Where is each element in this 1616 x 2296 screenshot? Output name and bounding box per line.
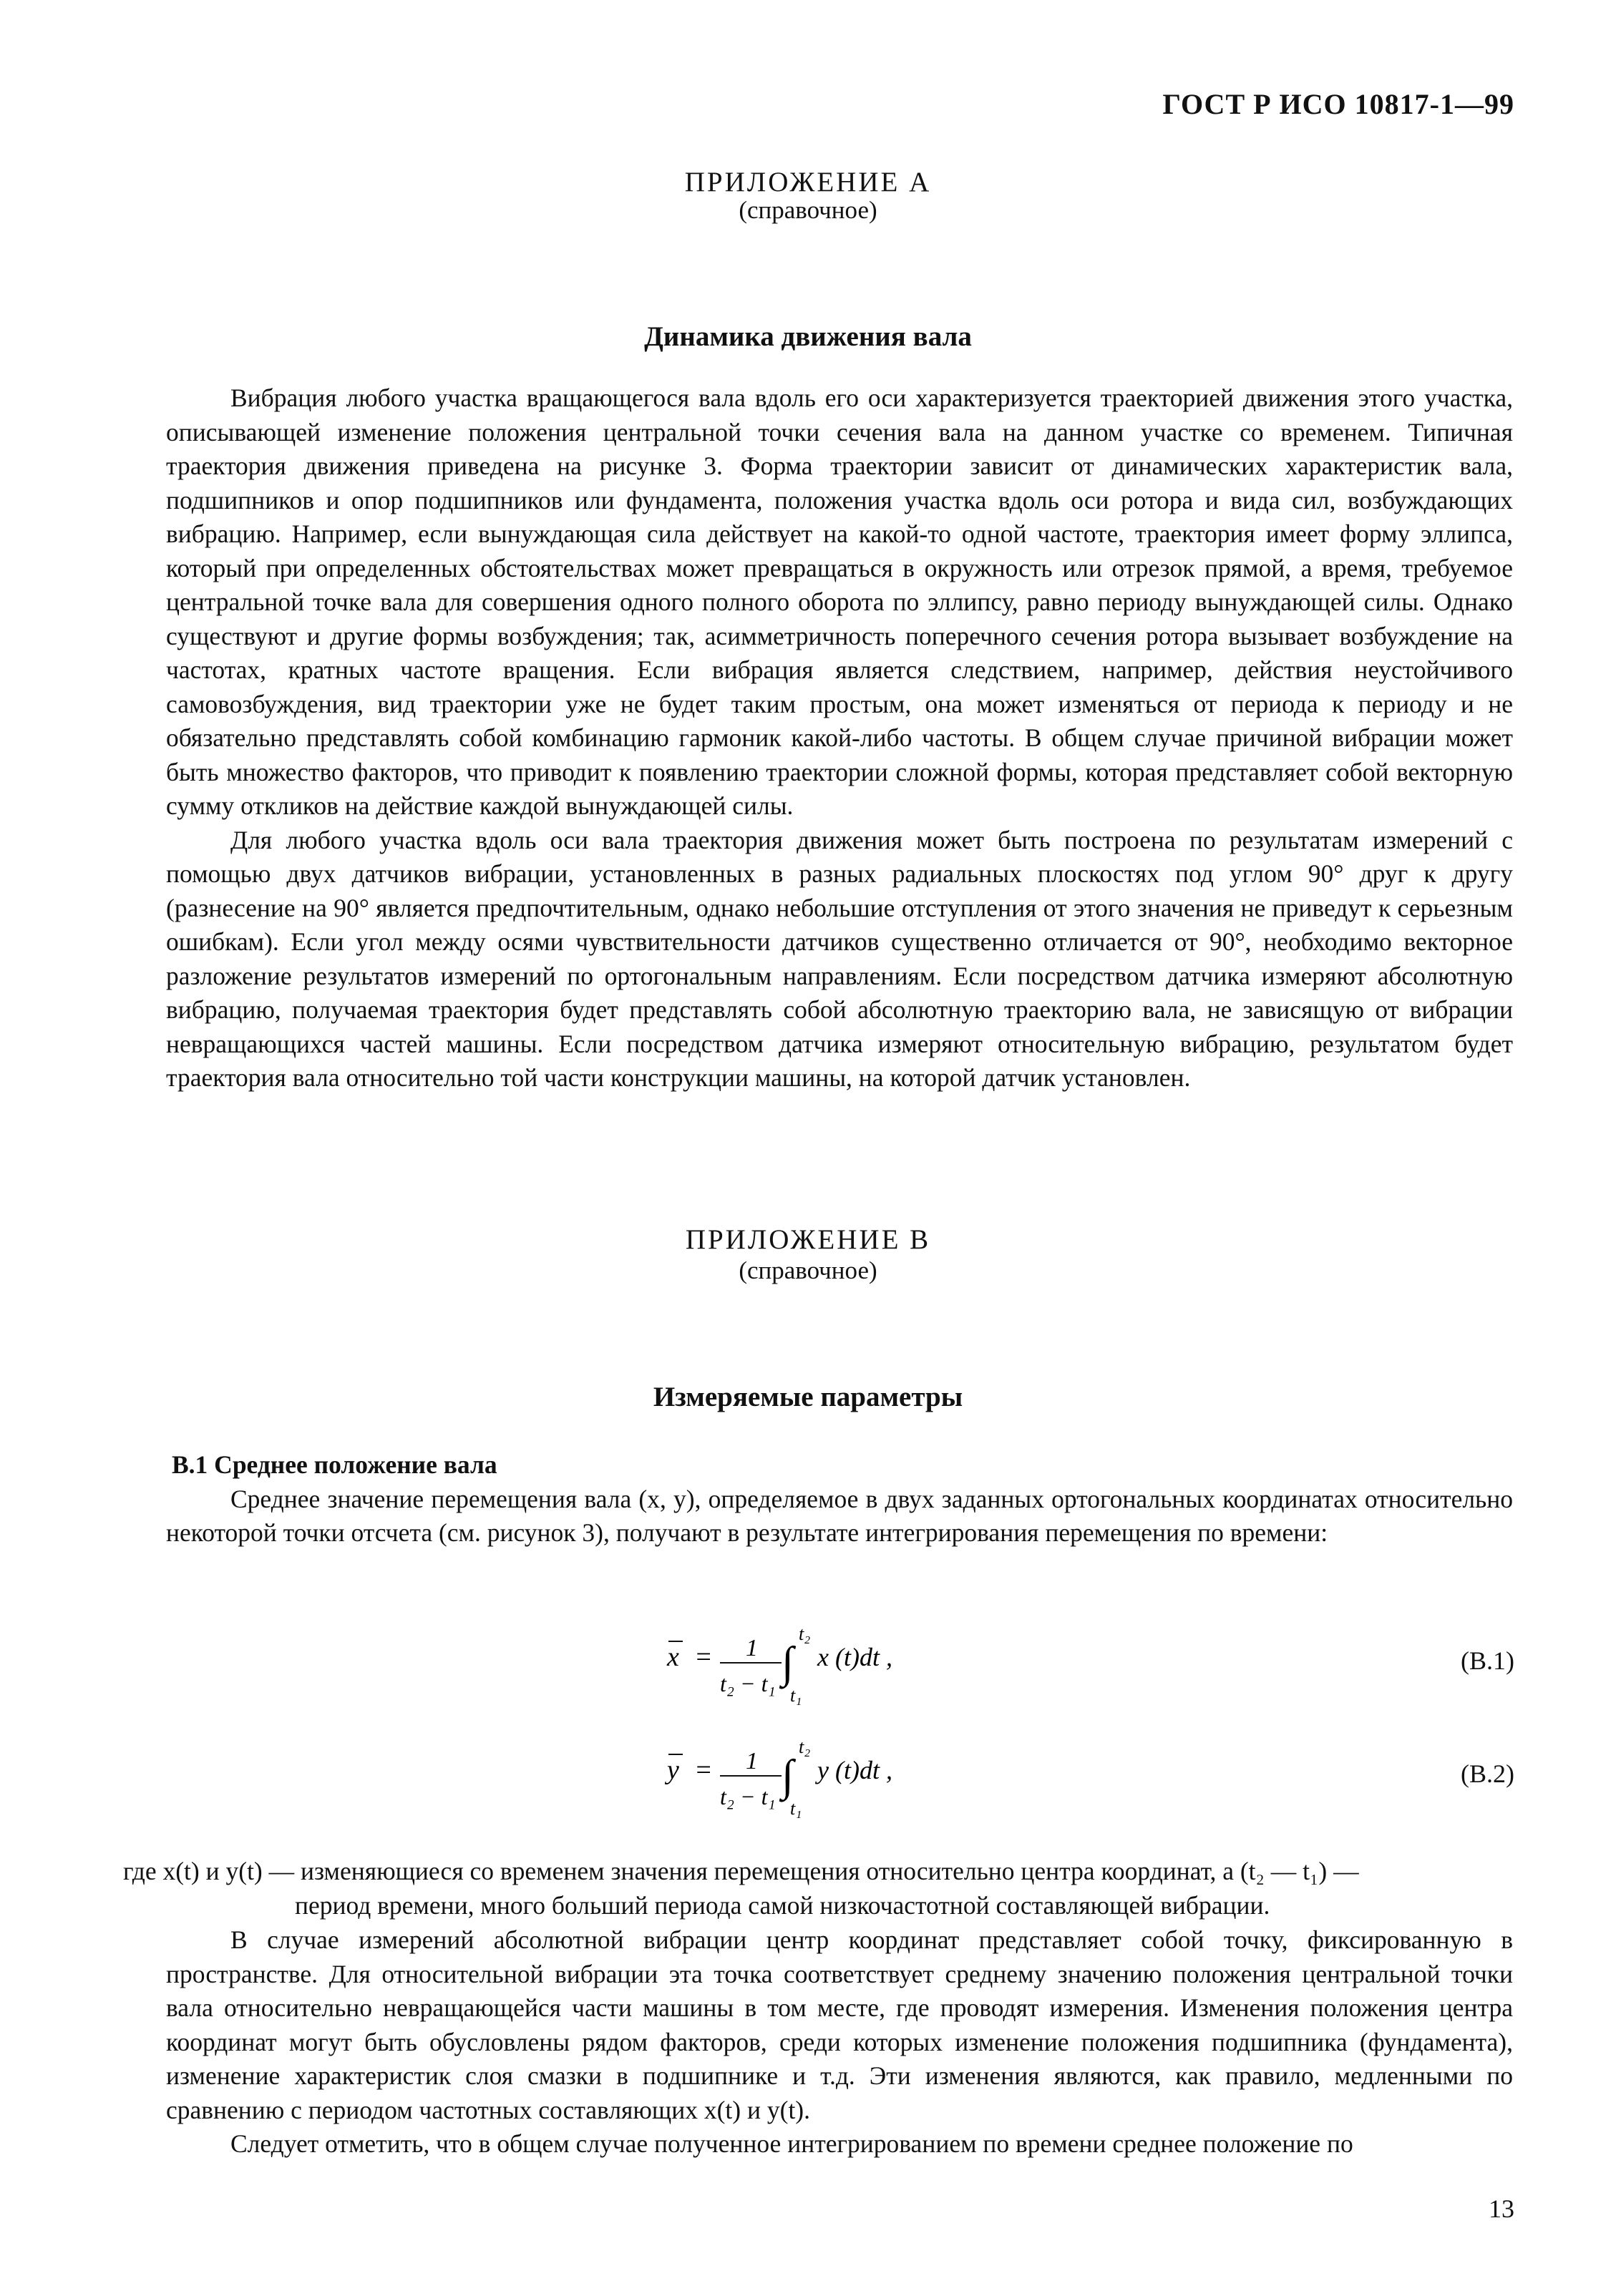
formula-b1-denominator: t₂ − t₁ — [720, 1671, 776, 1696]
appendix-b-label: ПРИЛОЖЕНИЕ В — [685, 1224, 931, 1255]
appendix-a-paragraph-2: Для любого участка вдоль оси вала траектория движения может быть построена по результатам измерений с помощью двух датчиков вибрации, установленных в разных радиальных плоскостях под углом 90° друг к другу (разнесение на 90° является предпочтительным, однако небольшие отступления от этого значения не приведут к серьезным ошибкам). Если угол между осями чувствительности датчиков существенно отличается от 90°, необходимо векторное разложение результатов измерений по ортогональным направлениям. Если посредством датчика измеряют абсолютную вибрацию, получаемая траектория будет представлять собой абсолютную траекторию вала, не зависящую от вибрации невращающихся частей машины. Если посредством датчика измеряют относительную вибрацию, результатом будет траектория вала относительно той части конструкции машины, на которой датчик установлен. — [166, 825, 1513, 1092]
appendix-a-paragraph-1: Вибрация любого участка вращающегося вала вдоль его оси характеризуется траекторией движения этого участка, описывающей изменение положения центральной точки сечения вала на данном участке со временем. Типичная траектория движения приведена на рисунке 3. Форма траектории зависит от динамических характеристик вала, подшипников и опор подшипников или фундамента, положения участка вдоль оси ротора и вида сил, возбуждающих вибрацию. Например, если вынуждающая сила действует на какой-то одной частоте, траектория имеет форму эллипса, который при определенных обстоятельствах может превращаться в окружность или отрезок прямой, а время, требуемое центральной точке вала для совершения одного полного оборота по эллипсу, равно периоду вынуждающей силы. Однако существуют и другие формы возбуждения; так, асимметричность поперечного сечения ротора вызывает возбуждение на частотах, кратных частоте вращения. Если вибрация является следствием, например, действия неустойчивого самовозбуждения, вид траектории уже не будет таким простым, она может изменяться от периода к периоду и не обязательно представлять собой комбинацию гармоник какой-либо частоты. В общем случае причиной вибрации может быть множество факторов, что приводит к появлению траектории сложной формы, которая представляет собой векторную сумму откликов на действие каждой вынуждающей силы. — [166, 384, 1513, 820]
formula-b2-lower-limit: t₁ — [790, 1798, 802, 1819]
formula-b1-number: (В.1) — [1461, 1646, 1514, 1675]
formula-b1-expression — [658, 1617, 1016, 1710]
formula-b2-expression — [658, 1730, 1016, 1823]
formula-b1-lower-limit: t₁ — [790, 1685, 802, 1706]
formula-b1-lhs: x — [667, 1642, 679, 1672]
formula-legend-line-1: где x(t) и y(t) — изменяющиеся со временем значения перемещения относительно центра координат, а (t₂ — t₁) — — [123, 1857, 1359, 1885]
appendix-b-paragraph-3: Следует отметить, что в общем случае полученное интегрированием по времени среднее положение по — [230, 2129, 1353, 2158]
formula-legend-line-2: период времени, много больший периода самой низкочастотной составляющей вибрации. — [295, 1890, 1270, 1920]
formula-b2 — [0, 1730, 1616, 1823]
subsection-b1-heading: В.1 Среднее положение вала — [172, 1450, 497, 1479]
svg-text:∫: ∫ — [782, 1638, 794, 1687]
formula-b2-numerator: 1 — [746, 1748, 758, 1774]
appendix-a-body — [166, 381, 1513, 1095]
svg-text:∫: ∫ — [782, 1752, 794, 1800]
svg-text:=: = — [694, 1642, 713, 1672]
appendix-b-paragraph-2: В случае измерений абсолютной вибрации центр координат представляет собой точку, фиксированную в пространстве. Для относительной вибрации эта точка соответствует среднему значению положения центральной точки вала относительно невращающейся части машины в том месте, где проводят измерения. Изменения положения центра координат могут быть обусловлены рядом факторов, среди которых изменение положения подшипника (фундамента), изменение характеристик слоя смазки в подшипнике и т.д. Эти изменения являются, как правило, медленными по сравнению с периодом частотных составляющих x(t) и y(t). — [166, 1925, 1513, 2124]
formula-b2-lhs: y — [667, 1755, 679, 1785]
appendix-a-label: ПРИЛОЖЕНИЕ А — [684, 167, 932, 197]
appendix-b-title: Измеряемые параметры — [653, 1382, 963, 1412]
appendix-b-kind: (справочное) — [739, 1256, 877, 1284]
svg-text:=: = — [694, 1755, 713, 1785]
formula-b2-denominator: t₂ − t₁ — [720, 1784, 776, 1809]
formula-b1-upper-limit: t₂ — [799, 1623, 811, 1644]
appendix-a-kind: (справочное) — [739, 196, 877, 224]
formula-b1-numerator: 1 — [746, 1635, 758, 1661]
formula-b1 — [0, 1617, 1616, 1710]
appendix-b-intro: Среднее значение перемещения вала (x, y), определяемое в двух заданных ортогональных координатах относительно некоторой точки отсчета (см. рисунок 3), получают в результате интегрирования перемещения по времени: — [166, 1484, 1513, 1547]
document-code-header: ГОСТ Р ИСО 10817-1—99 — [1162, 88, 1514, 120]
formula-b2-upper-limit: t₂ — [799, 1736, 811, 1757]
formula-legend — [123, 1855, 1513, 1923]
formula-b2-number: (В.2) — [1461, 1759, 1514, 1788]
formula-b1-integrand: x (t)dt , — [817, 1643, 892, 1671]
formula-b2-integrand: y (t)dt , — [817, 1756, 892, 1784]
appendix-b-intro-block — [166, 1448, 1513, 1550]
page-number: 13 — [1489, 2194, 1514, 2223]
appendix-a-title: Динамика движения вала — [644, 321, 972, 352]
appendix-b-body — [166, 1923, 1513, 2161]
